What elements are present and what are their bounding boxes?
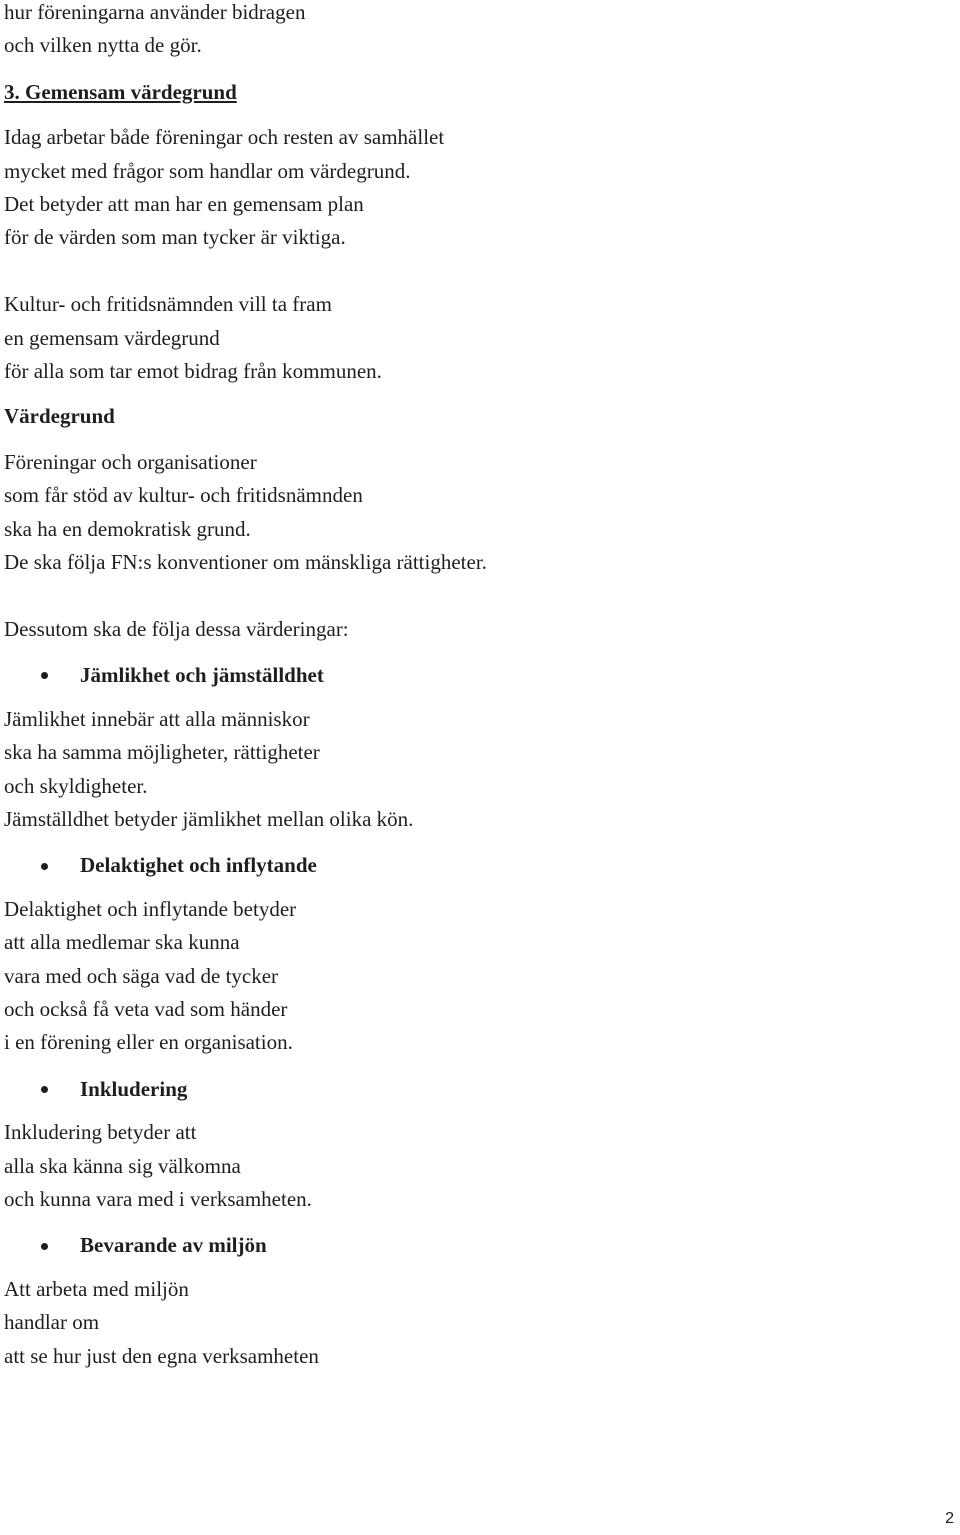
text-line: att alla medlemar ska kunna	[4, 930, 240, 955]
paragraph-3	[4, 446, 934, 580]
text-line: Att arbeta med miljön	[4, 1276, 189, 1301]
bullet-item-inkludering	[4, 1073, 934, 1106]
sub-heading-vardegrund: Värdegrund	[4, 404, 115, 429]
bullet-item-jamlikhet	[4, 659, 934, 692]
text-line: Dessutom ska de följa dessa värderingar:	[4, 616, 349, 641]
text-line: Delaktighet och inflytande betyder	[4, 896, 297, 921]
paragraph-gap	[4, 579, 934, 612]
bullet-body	[4, 1116, 934, 1216]
bullet-body	[4, 893, 934, 1060]
text-line: mycket med frågor som handlar om värdegrund.	[4, 158, 411, 183]
text-line: Inkludering betyder att	[4, 1120, 197, 1145]
text-line: som får stöd av kultur- och fritidsnämnden	[4, 483, 363, 508]
bullet-body	[4, 703, 934, 837]
paragraph-2	[4, 288, 934, 388]
text-line: Idag arbetar både föreningar och resten av samhället	[4, 125, 445, 150]
text-line: att se hur just den egna verksamheten	[4, 1343, 319, 1368]
text-line: och kunna vara med i verksamheten.	[4, 1186, 312, 1211]
text-line: hur föreningarna använder bidragen	[4, 0, 306, 24]
text-line: för de värden som man tycker är viktiga.	[4, 225, 346, 250]
text-line: för alla som tar emot bidrag från kommunen.	[4, 359, 382, 384]
paragraph-1	[4, 121, 934, 255]
paragraph-4	[4, 613, 934, 646]
bullet-item-miljo	[4, 1229, 934, 1262]
text-line: Föreningar och organisationer	[4, 449, 257, 474]
text-line: i en förening eller en organisation.	[4, 1030, 293, 1055]
bullet-title: Inkludering	[80, 1076, 188, 1101]
text-line: och vilken nytta de gör.	[4, 33, 202, 58]
text-line: Jämställdhet betyder jämlikhet mellan olika kön.	[4, 806, 414, 831]
text-line: Det betyder att man har en gemensam plan	[4, 192, 364, 217]
text-line: Kultur- och fritidsnämnden vill ta fram	[4, 292, 332, 317]
bullet-body	[4, 1273, 934, 1373]
text-line: vara med och säga vad de tycker	[4, 963, 279, 988]
bullet-dot-icon	[41, 1243, 48, 1250]
paragraph-gap	[4, 255, 934, 288]
bullet-dot-icon	[41, 863, 48, 870]
section-heading: 3. Gemensam värdegrund	[4, 79, 237, 104]
text-line: ska ha en demokratisk grund.	[4, 516, 251, 541]
text-line: alla ska känna sig välkomna	[4, 1153, 241, 1178]
document-page	[4, 0, 934, 1373]
text-line: en gemensam värdegrund	[4, 325, 220, 350]
bullet-title: Delaktighet och inflytande	[80, 853, 317, 878]
bullet-title: Jämlikhet och jämställdhet	[80, 663, 324, 688]
text-line: De ska följa FN:s konventioner om mänskliga rättigheter.	[4, 550, 487, 575]
bullet-dot-icon	[41, 672, 48, 679]
text-line: Jämlikhet innebär att alla människor	[4, 706, 310, 731]
bullet-dot-icon	[41, 1086, 48, 1093]
text-line: och skyldigheter.	[4, 773, 148, 798]
bullet-title: Bevarande av miljön	[80, 1233, 267, 1258]
intro-paragraph	[4, 0, 934, 63]
bullet-item-delaktighet	[4, 849, 934, 882]
text-line: ska ha samma möjligheter, rättigheter	[4, 740, 320, 765]
page-number: 2	[945, 1510, 954, 1527]
text-line: handlar om	[4, 1310, 100, 1335]
text-line: och också få veta vad som händer	[4, 996, 288, 1021]
